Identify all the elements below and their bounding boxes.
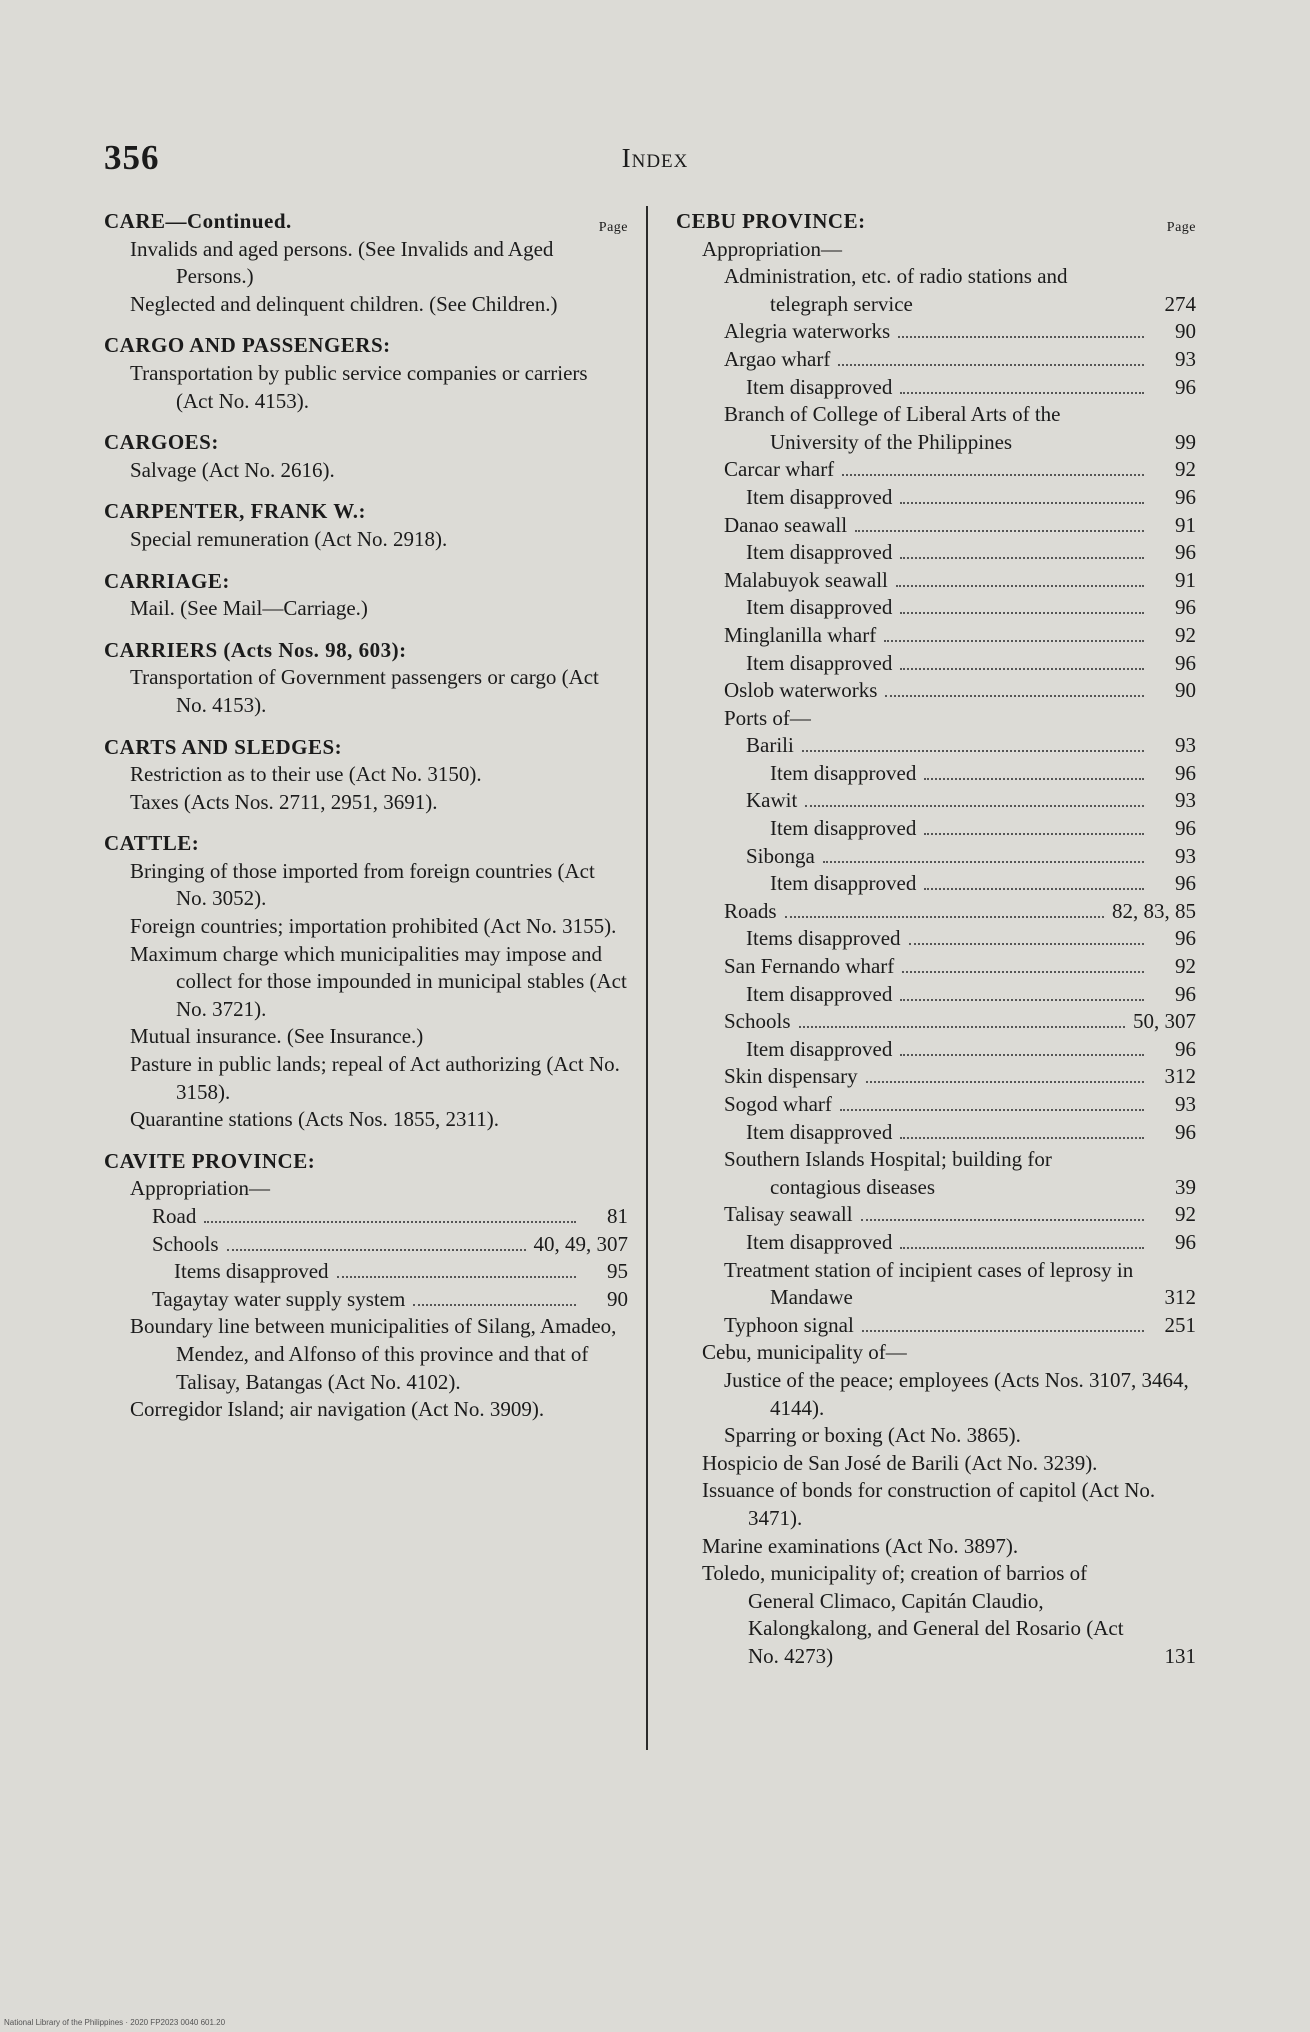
index-entry-with-page <box>676 732 1196 760</box>
page-reference: 95 <box>607 1259 628 1284</box>
entry-text: Item disapproved <box>770 760 917 785</box>
page-reference: 93 <box>1175 733 1196 758</box>
dot-leader <box>900 1054 1144 1056</box>
dot-leader <box>924 833 1144 835</box>
dot-leader <box>862 1330 1144 1332</box>
index-subentry: Taxes (Acts Nos. 2711, 2951, 3691). <box>130 789 438 814</box>
entry-text: Danao seawall <box>724 512 848 537</box>
index-subentry: Justice of the peace; employees (Acts Nos. 3107, 3464, 4144). <box>724 1367 1189 1420</box>
library-stamp: National Library of the Philippines · 2020 FP2023 0040 601.20 <box>4 2018 226 2027</box>
index-entry-with-page <box>676 539 1196 567</box>
entry-text: Sogod wharf <box>724 1092 832 1116</box>
dot-leader <box>884 640 1144 642</box>
dot-leader <box>896 585 1144 587</box>
entry-text: Treatment station of incipient cases of leprosy in Mandawe <box>724 1257 1134 1310</box>
index-entry-with-page <box>676 512 1196 540</box>
index-column-right <box>676 208 1196 1670</box>
dot-leader <box>785 916 1105 918</box>
index-subentry: Quarantine stations (Acts Nos. 1855, 2311). <box>130 1107 499 1132</box>
dot-leader <box>227 1249 526 1251</box>
dot-leader <box>204 1221 576 1223</box>
page-reference: 91 <box>1175 512 1196 537</box>
dot-leader <box>840 1109 1144 1111</box>
page-reference: 96 <box>1175 816 1196 841</box>
dot-leader <box>900 668 1144 670</box>
page-reference: 92 <box>1175 622 1196 647</box>
entry-text: Southern Islands Hospital; building for contagious diseases <box>724 1147 1052 1199</box>
entry-text: Alegria waterworks <box>724 319 891 344</box>
dot-leader <box>924 888 1144 890</box>
page-reference: 274 <box>1164 291 1196 316</box>
index-entries <box>104 208 628 1424</box>
index-subentry: Sparring or boxing (Act No. 3865). <box>724 1423 1021 1448</box>
index-subentry: Appropriation— <box>130 1176 270 1201</box>
page-reference: 96 <box>1175 1119 1196 1144</box>
index-heading: CARE—Continued. <box>104 209 292 233</box>
entry-text: Item disapproved <box>746 540 893 565</box>
index-subentry: Mutual insurance. (See Insurance.) <box>130 1024 424 1049</box>
entry-text: Schools <box>152 1231 219 1256</box>
index-entry-with-page <box>676 456 1196 484</box>
page-reference: 312 <box>1164 1285 1196 1310</box>
page-column-label: Page <box>598 220 628 235</box>
index-subentry: Transportation by public service companies or carriers (Act No. 4153). <box>130 360 588 413</box>
entry-text: Item disapproved <box>746 374 893 399</box>
index-entry-with-page <box>676 1560 1196 1670</box>
index-subentry: Boundary line between municipalities of Silang, Amadeo, Mendez, and Alfonso of this province and that of Talisay, Batangas (Act No. 4102). <box>130 1314 617 1394</box>
page-reference: 96 <box>1175 650 1196 675</box>
dot-leader <box>900 612 1144 614</box>
page-reference: 312 <box>1164 1064 1196 1089</box>
page-reference: 90 <box>1175 319 1196 344</box>
index-entry-with-page <box>676 650 1196 678</box>
page-reference: 99 <box>1175 429 1196 454</box>
index-entry-with-page <box>676 1008 1196 1036</box>
index-subentry: Special remuneration (Act No. 2918). <box>130 526 448 551</box>
entry-text: Malabuyok seawall <box>724 567 888 592</box>
entry-text: Kawit <box>746 788 798 813</box>
index-column-left <box>104 208 628 1424</box>
page-reference: 90 <box>1175 678 1196 703</box>
entry-text: Talisay seawall <box>724 1202 853 1227</box>
index-subentry: Maximum charge which municipalities may impose and collect for those impounded in municipal stables (Act No. 3721). <box>130 941 627 1021</box>
index-subentry: Cebu, municipality of— <box>702 1340 907 1365</box>
entry-text: Toledo, municipality of; creation of barrios of General Climaco, Capitán Claudio, Kalongkalong, and General del Rosario (Act No. 4273) <box>702 1561 1124 1668</box>
page-reference: 92 <box>1175 1202 1196 1227</box>
dot-leader <box>838 364 1144 366</box>
entry-text: Barili <box>746 733 794 758</box>
page-reference: 93 <box>1175 346 1196 371</box>
index-entry-with-page <box>676 815 1196 843</box>
index-heading: CARRIAGE: <box>104 568 230 593</box>
page-reference: 96 <box>1175 540 1196 565</box>
dot-leader <box>900 557 1144 559</box>
entry-text: Skin dispensary <box>724 1064 858 1089</box>
page-reference: 131 <box>1164 1643 1196 1668</box>
index-subentry: Bringing of those imported from foreign countries (Act No. 3052). <box>130 858 595 911</box>
index-entry-with-page <box>676 346 1196 374</box>
index-subentry: Neglected and delinquent children. (See Children.) <box>130 291 558 316</box>
page-reference: 81 <box>607 1204 628 1228</box>
dot-leader <box>866 1081 1144 1083</box>
index-entry-with-page <box>676 1091 1196 1119</box>
index-entry-with-page <box>676 263 1196 318</box>
entry-text: Item disapproved <box>746 650 893 675</box>
entry-text: Roads <box>724 898 777 923</box>
running-head: Index <box>621 143 689 173</box>
index-entry-with-page <box>104 1203 628 1231</box>
index-entry-with-page <box>676 870 1196 898</box>
index-entry-with-page <box>676 318 1196 346</box>
index-heading: CARGO AND PASSENGERS: <box>104 333 391 358</box>
page-reference: 96 <box>1175 484 1196 509</box>
index-entry-with-page <box>104 1231 628 1259</box>
index-subentry: Salvage (Act No. 2616). <box>130 457 335 482</box>
dot-leader <box>885 695 1144 697</box>
page-reference: 96 <box>1175 981 1196 1006</box>
index-entry-with-page <box>676 1229 1196 1257</box>
entry-text: Item disapproved <box>746 484 893 509</box>
dot-leader <box>802 750 1144 752</box>
entry-text: Item disapproved <box>770 816 917 841</box>
index-subentry: Corregidor Island; air navigation (Act No. 3909). <box>130 1397 545 1422</box>
dot-leader <box>900 502 1144 504</box>
index-entry-with-page <box>676 622 1196 650</box>
entry-text: Minglanilla wharf <box>724 622 877 647</box>
dot-leader <box>799 1026 1125 1028</box>
index-entry-with-page <box>676 1312 1196 1340</box>
page-reference: 92 <box>1175 457 1196 482</box>
index-entry-with-page <box>676 1036 1196 1064</box>
page-reference: 96 <box>1175 871 1196 896</box>
index-subentry: Appropriation— <box>702 236 842 261</box>
index-entry-with-page <box>676 1146 1196 1201</box>
index-subentry: Ports of— <box>724 705 811 730</box>
index-heading: CARTS AND SLEDGES: <box>104 734 343 759</box>
page-reference: 96 <box>1175 760 1196 785</box>
dot-leader <box>909 943 1144 945</box>
dot-leader <box>337 1276 576 1278</box>
entry-text: Item disapproved <box>746 981 893 1006</box>
entry-text: Administration, etc. of radio stations and telegraph service <box>724 264 1068 316</box>
index-heading: CATTLE: <box>104 831 200 856</box>
index-entry-with-page <box>676 401 1196 456</box>
index-entry-with-page <box>676 594 1196 622</box>
page-reference: 40, 49, 307 <box>533 1231 628 1256</box>
entry-text: Typhoon signal <box>724 1312 854 1337</box>
page-reference: 93 <box>1175 1092 1196 1116</box>
index-heading: CARPENTER, FRANK W.: <box>104 499 367 524</box>
page-reference: 96 <box>1175 1229 1196 1254</box>
index-entry-with-page <box>676 1201 1196 1229</box>
dot-leader <box>924 778 1144 780</box>
page-reference: 251 <box>1164 1312 1196 1337</box>
page-reference: 93 <box>1175 788 1196 813</box>
entry-text: Carcar wharf <box>724 457 835 482</box>
index-entry-with-page <box>676 843 1196 871</box>
page-column-label: Page <box>1166 220 1196 235</box>
page-reference: 82, 83, 85 <box>1112 898 1196 923</box>
index-subentry: Issuance of bonds for construction of capitol (Act No. 3471). <box>702 1478 1156 1530</box>
entry-text: Item disapproved <box>746 1036 893 1061</box>
entry-text: Schools <box>724 1009 791 1034</box>
index-entry-with-page <box>676 760 1196 788</box>
index-entry-with-page <box>104 1286 628 1314</box>
entry-text: Item disapproved <box>770 871 917 896</box>
dot-leader <box>900 1247 1144 1249</box>
index-subentry: Pasture in public lands; repeal of Act authorizing (Act No. 3158). <box>130 1052 620 1104</box>
index-subentry: Mail. (See Mail—Carriage.) <box>130 596 368 621</box>
dot-leader <box>861 1219 1144 1221</box>
entry-text: Sibonga <box>746 843 815 868</box>
entry-text: San Fernando wharf <box>724 954 895 979</box>
entry-text: Item disapproved <box>746 1119 893 1144</box>
index-entry-with-page <box>676 925 1196 953</box>
page-reference: 91 <box>1175 567 1196 592</box>
page-reference: 39 <box>1175 1174 1196 1199</box>
index-subentry: Invalids and aged persons. (See Invalids and Aged Persons.) <box>130 236 554 289</box>
page-reference: 96 <box>1175 1036 1196 1061</box>
page-reference: 96 <box>1175 595 1196 620</box>
index-entry-with-page <box>676 1119 1196 1147</box>
dot-leader <box>842 474 1144 476</box>
page-reference: 96 <box>1175 926 1196 951</box>
index-entry-with-page <box>676 484 1196 512</box>
dot-leader <box>413 1304 576 1306</box>
page-reference: 50, 307 <box>1133 1009 1196 1034</box>
page-number: 356 <box>104 138 160 177</box>
index-entry-with-page <box>676 981 1196 1009</box>
index-entry-with-page <box>676 1063 1196 1091</box>
dot-leader <box>900 1137 1144 1139</box>
index-entry-with-page <box>676 567 1196 595</box>
page-reference: 92 <box>1175 954 1196 979</box>
dot-leader <box>898 336 1144 338</box>
entry-text: Oslob waterworks <box>724 678 878 703</box>
page-reference: 96 <box>1175 374 1196 399</box>
index-heading: CARGOES: <box>104 430 219 455</box>
entry-text: Tagaytay water supply system <box>152 1286 406 1311</box>
column-divider <box>646 206 648 1750</box>
index-heading: CARRIERS (Acts Nos. 98, 603): <box>104 637 407 662</box>
index-subentry: Foreign countries; importation prohibited (Act No. 3155). <box>130 914 617 939</box>
index-entry-with-page <box>676 953 1196 981</box>
entry-text: Item disapproved <box>746 595 893 620</box>
index-subentry: Restriction as to their use (Act No. 3150). <box>130 762 482 787</box>
index-heading: CEBU PROVINCE: <box>676 209 866 233</box>
page-reference: 93 <box>1175 843 1196 868</box>
index-entry-with-page <box>676 787 1196 815</box>
page-reference: 90 <box>607 1286 628 1311</box>
entry-text: Branch of College of Liberal Arts of the University of the Philippines <box>724 402 1061 454</box>
dot-leader <box>900 999 1144 1001</box>
index-subentry: Transportation of Government passengers or cargo (Act No. 4153). <box>130 665 599 717</box>
dot-leader <box>855 530 1144 532</box>
dot-leader <box>900 392 1144 394</box>
index-entries <box>676 208 1196 1670</box>
index-entry-with-page <box>676 1257 1196 1312</box>
index-entry-with-page <box>676 374 1196 402</box>
entry-text: Item disapproved <box>746 1229 893 1254</box>
index-subentry: Marine examinations (Act No. 3897). <box>702 1533 1019 1558</box>
index-heading: CAVITE PROVINCE: <box>104 1148 316 1173</box>
dot-leader <box>823 861 1144 863</box>
index-entry-with-page <box>676 898 1196 926</box>
dot-leader <box>805 805 1144 807</box>
entry-text: Road <box>152 1204 197 1228</box>
entry-text: Items disapproved <box>174 1259 329 1284</box>
index-entry-with-page <box>104 1258 628 1286</box>
entry-text: Items disapproved <box>746 926 901 951</box>
entry-text: Argao wharf <box>724 346 831 371</box>
index-subentry: Hospicio de San José de Barili (Act No. 3239). <box>702 1450 1098 1475</box>
index-entry-with-page <box>676 677 1196 705</box>
dot-leader <box>902 971 1144 973</box>
